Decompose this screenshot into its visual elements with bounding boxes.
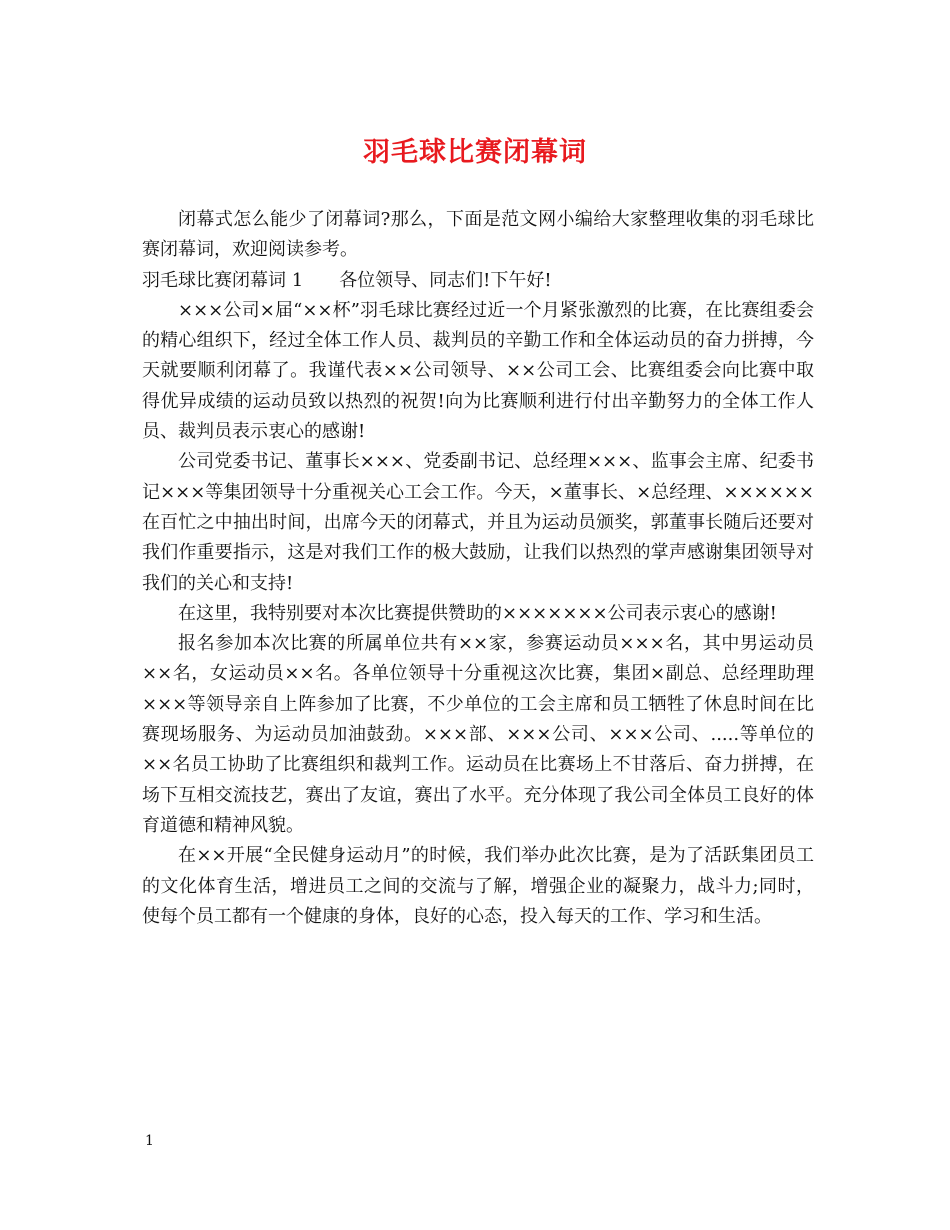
greeting: 各位领导、同志们!下午好! [339, 269, 552, 291]
section-heading: 羽毛球比赛闭幕词 1 [142, 269, 304, 291]
document-body [142, 205, 814, 932]
section-heading-line [142, 266, 814, 296]
intro-paragraph: 闭幕式怎么能少了闭幕词?那么，下面是范文网小编给大家整理收集的羽毛球比赛闭幕词，欢迎阅读参考。 [142, 209, 814, 261]
paragraph-participation: 报名参加本次比赛的所属单位共有××家，参赛运动员×××名，其中男运动员××名，女运动员××名。各单位领导十分重视这次比赛，集团×副总、总经理助理×××等领导亲自上阵参加了比赛，不少单位的工会主席和员工牺牲了休息时间在比赛现场服务、为运动员加油鼓劲。×××部、×××公司、×××公司、.....等单位的××名员工协助了比赛组织和裁判工作。运动员在比赛场上不甘落后、奋力拼搏，在场下互相交流技艺，赛出了友谊，赛出了水平。充分体现了我公司全体员工良好的体育道德和精神风貌。 [142, 633, 814, 836]
document-title: 羽毛球比赛闭幕词 [363, 137, 587, 168]
paragraph-congratulations: ×××公司×届“××杯”羽毛球比赛经过近一个月紧张激烈的比赛，在比赛组委会的精心组织下，经过全体工作人员、裁判员的辛勤工作和全体运动员的奋力拼搏，今天就要顺利闭幕了。我谨代表××公司领导、××公司工会、比赛组委会向比赛中取得优异成绩的运动员致以热烈的祝贺!向为比赛顺利进行付出辛勤努力的全体工作人员、裁判员表示衷心的感谢! [142, 299, 814, 443]
paragraph-purpose: 在××开展“全民健身运动月”的时候，我们举办此次比赛，是为了活跃集团员工的文化体育生活，增进员工之间的交流与了解，增强企业的凝聚力，战斗力;同时，使每个员工都有一个健康的身体，良好的心态，投入每天的工作、学习和生活。 [142, 845, 814, 927]
paragraph-sponsor-thanks: 在这里，我特别要对本次比赛提供赞助的×××××××公司表示衷心的感谢! [178, 602, 777, 624]
paragraph-leadership: 公司党委书记、董事长×××、党委副书记、总经理×××、监事会主席、纪委书记×××等集团领导十分重视关心工会工作。今天，×董事长、×总经理、××××××在百忙之中抽出时间，出席今天的闭幕式，并且为运动员颁奖，郭董事长随后还要对我们作重要指示，这是对我们工作的极大鼓励，让我们以热烈的掌声感谢集团领导对我们的关心和支持! [142, 451, 814, 594]
page-number: 1 [145, 1133, 154, 1149]
